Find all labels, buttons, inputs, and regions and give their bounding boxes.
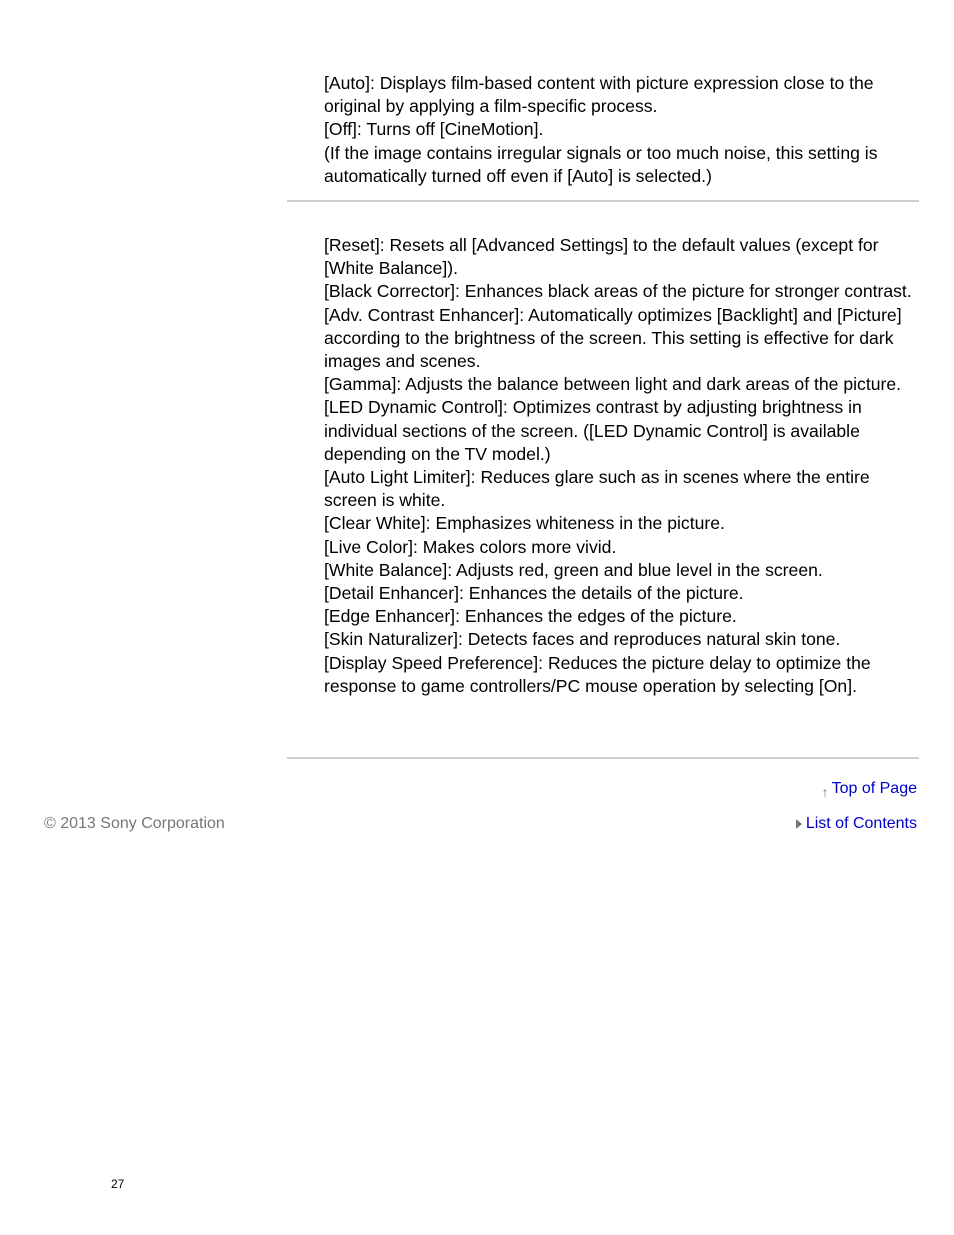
- list-of-contents-link[interactable]: [796, 814, 917, 834]
- option-detail-enhancer: [Detail Enhancer]: Enhances the details of the picture.: [324, 583, 744, 604]
- cinemotion-options: [324, 72, 914, 188]
- irregular-signal-note: (If the image contains irregular signals or too much noise, this setting is automatically turned off even if [Auto] is selected.): [324, 142, 878, 186]
- option-white-balance: [White Balance]: Adjusts red, green and blue level in the screen.: [324, 559, 823, 580]
- list-of-contents-label: List of Contents: [805, 815, 917, 832]
- advanced-settings-options: [324, 234, 914, 698]
- option-clear-white: [Clear White]: Emphasizes whiteness in the picture.: [324, 513, 725, 534]
- option-display-speed-preference: [Display Speed Preference]: Reduces the picture delay to optimize the response to game controllers/PC mouse operation by selecting [On].: [324, 652, 871, 696]
- option-black-corrector: [Black Corrector]: Enhances black areas of the picture for stronger contrast.: [324, 281, 912, 302]
- option-auto: [Auto]: Displays film-based content with picture expression close to the original by applying a film-specific process.: [324, 73, 874, 117]
- arrow-up-icon: ↑: [821, 784, 829, 800]
- option-live-color: [Live Color]: Makes colors more vivid.: [324, 536, 617, 557]
- option-led-dynamic-control: [LED Dynamic Control]: Optimizes contrast by adjusting brightness in individual sections of the screen. ([LED Dynamic Control] is available depending on the TV model.): [324, 397, 862, 464]
- section-divider: [287, 757, 919, 759]
- option-gamma: [Gamma]: Adjusts the balance between light and dark areas of the picture.: [324, 374, 902, 395]
- copyright-notice: © 2013 Sony Corporation: [44, 815, 225, 832]
- option-adv-contrast-enhancer: [Adv. Contrast Enhancer]: Automatically optimizes [Backlight] and [Picture] according to the brightness of the screen. This setting is effective for dark images and scenes.: [324, 304, 902, 372]
- page-number: 27: [111, 1177, 125, 1191]
- option-skin-naturalizer: [Skin Naturalizer]: Detects faces and reproduces natural skin tone.: [324, 629, 841, 650]
- top-of-page-link[interactable]: [822, 779, 917, 799]
- top-of-page-label: Top of Page: [831, 780, 917, 797]
- option-off: [Off]: Turns off [CineMotion].: [324, 119, 544, 140]
- section-divider: [287, 200, 919, 202]
- option-auto-light-limiter: [Auto Light Limiter]: Reduces glare such as in scenes where the entire screen is white.: [324, 467, 870, 511]
- option-reset: [Reset]: Resets all [Advanced Settings] to the default values (except for [White Balance]).: [324, 235, 879, 279]
- triangle-right-icon: [796, 819, 802, 829]
- option-edge-enhancer: [Edge Enhancer]: Enhances the edges of the picture.: [324, 606, 737, 627]
